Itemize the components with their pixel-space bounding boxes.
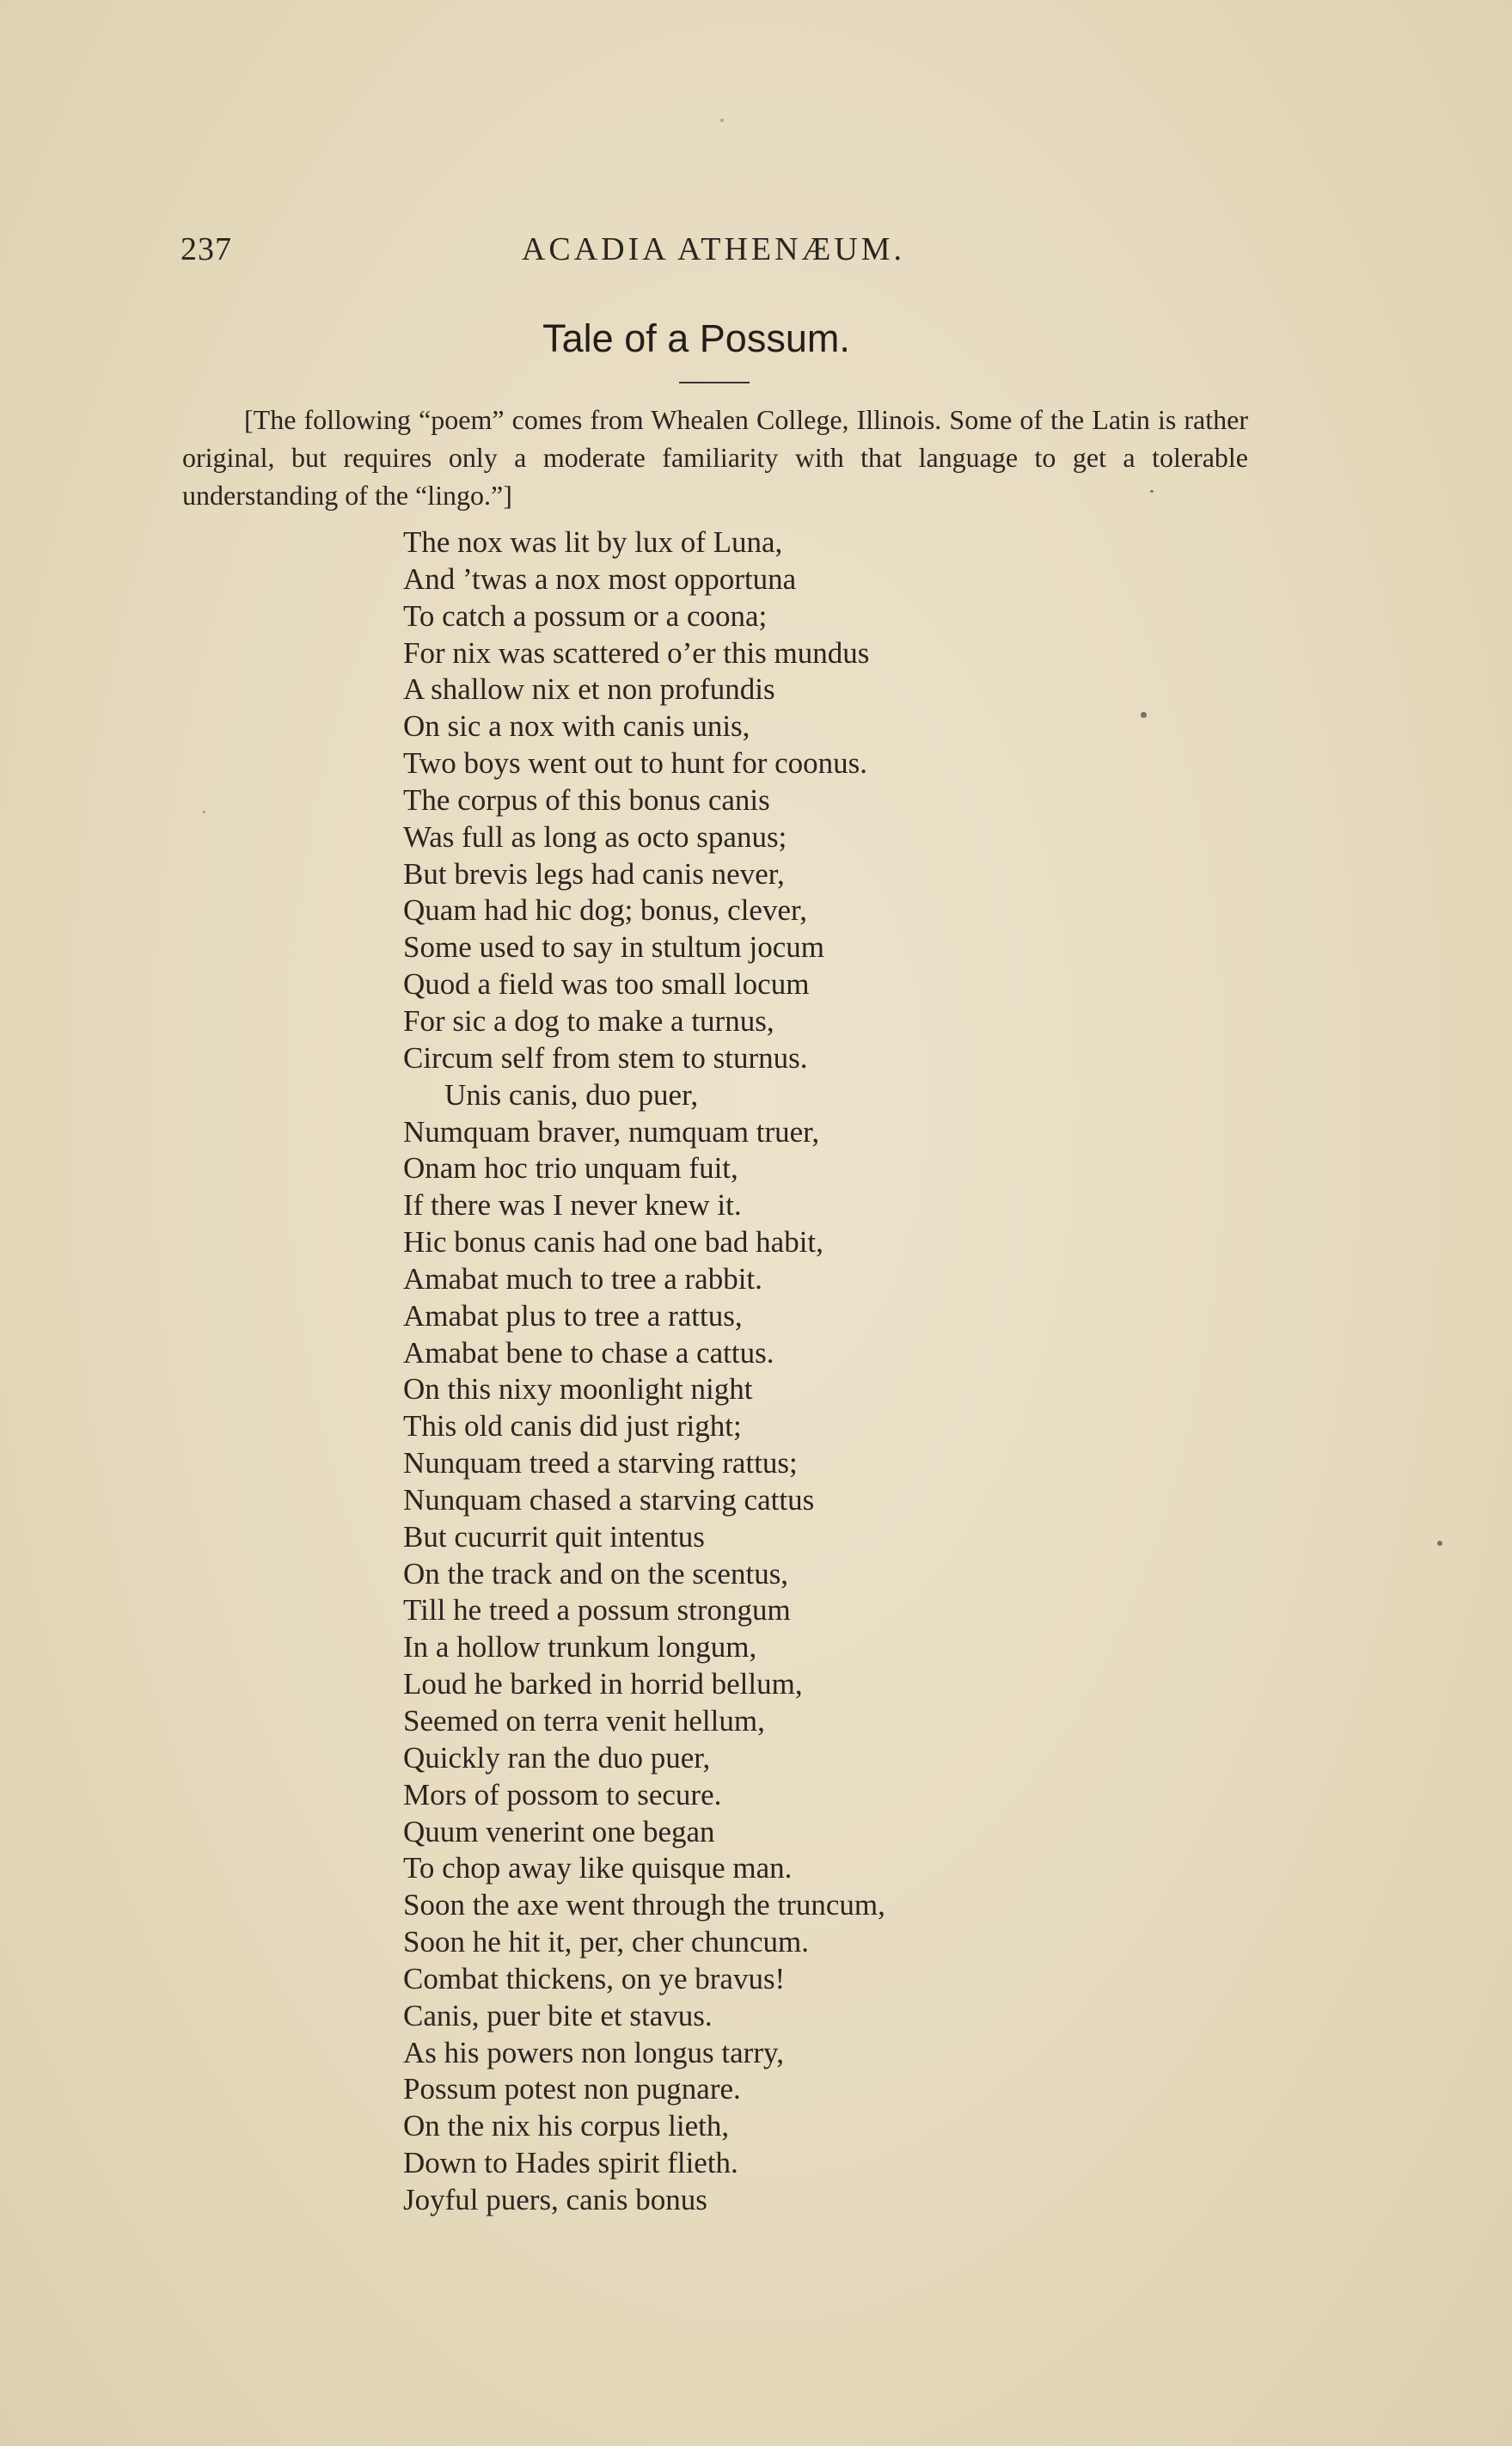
- page-number: 237: [181, 231, 232, 267]
- poem-line: The nox was lit by lux of Luna,: [403, 525, 783, 559]
- poem-line: On this nixy moonlight night: [403, 1372, 753, 1407]
- paper-speck: [1141, 712, 1147, 718]
- poem-line: To chop away like quisque man.: [403, 1851, 793, 1885]
- poem-line: Two boys went out to hunt for coonus.: [403, 746, 868, 781]
- poem-line: On the track and on the scentus,: [403, 1556, 789, 1591]
- poem-line: The corpus of this bonus canis: [403, 782, 770, 817]
- poem: [403, 524, 1177, 2219]
- poem-line: Combat thickens, on ye bravus!: [403, 1961, 786, 1995]
- poem-line: But brevis legs had canis never,: [403, 856, 785, 891]
- poem-line: Onam hoc trio unquam fuit,: [403, 1151, 738, 1186]
- poem-line: And ’twas a nox most opportuna: [403, 561, 797, 596]
- poem-line: But cucurrit quit intentus: [403, 1519, 705, 1554]
- poem-line: Nunquam chased a starving cattus: [403, 1482, 815, 1517]
- poem-line: Loud he barked in horrid bellum,: [403, 1667, 803, 1701]
- poem-line: Soon he hit it, per, cher chuncum.: [403, 1925, 809, 1959]
- poem-line: Nunquam treed a starving rattus;: [403, 1446, 798, 1480]
- poem-line: In a hollow trunkum longum,: [403, 1630, 757, 1664]
- poem-line: Amabat much to tree a rabbit.: [403, 1261, 762, 1296]
- poem-line: Was full as long as octo spanus;: [403, 819, 787, 854]
- poem-line: Hic bonus canis had one bad habit,: [403, 1225, 823, 1260]
- poem-line: Possum potest non pugnare.: [403, 2072, 741, 2106]
- poem-line: Till he treed a possum strongum: [403, 1593, 791, 1628]
- paper-speck: [1150, 490, 1154, 493]
- poem-line: As his powers non longus tarry,: [403, 2035, 784, 2069]
- poem-line: For nix was scattered o’er this mundus: [403, 635, 870, 670]
- poem-line: Unis canis, duo puer,: [444, 1077, 699, 1112]
- poem-line: Amabat bene to chase a cattus.: [403, 1335, 774, 1370]
- poem-line: This old canis did just right;: [403, 1409, 742, 1444]
- poem-line: Amabat plus to tree a rattus,: [403, 1298, 743, 1333]
- poem-line: Soon the axe went through the truncum,: [403, 1888, 885, 1922]
- poem-line: Mors of possom to secure.: [403, 1777, 722, 1812]
- poem-line: A shallow nix et non profundis: [403, 672, 775, 707]
- poem-line: On sic a nox with canis unis,: [403, 709, 750, 744]
- poem-line: Down to Hades spirit flieth.: [403, 2146, 738, 2180]
- editorial-note: [The following “poem” comes from Whealen College, Illinois. Some of the Latin is rather original, but requires only a moderate familiarity with that language to get a tolerable understanding of the “lingo.”]: [182, 404, 1248, 511]
- poem-line: Canis, puer bite et stavus.: [403, 1998, 713, 2032]
- poem-line: Quickly ran the duo puer,: [403, 1740, 711, 1775]
- poem-line: Some used to say in stultum jocum: [403, 930, 824, 965]
- paper-speck: [1437, 1541, 1442, 1546]
- poem-line: On the nix his corpus lieth,: [403, 2109, 730, 2143]
- poem-line: Quod a field was too small locum: [403, 967, 810, 1002]
- paper-speck: [203, 811, 205, 813]
- poem-line: Circum self from stem to sturnus.: [403, 1040, 808, 1075]
- paper-speck: [720, 119, 724, 122]
- article-title: Tale of a Possum.: [542, 316, 850, 360]
- poem-line: Seemed on terra venit hellum,: [403, 1704, 765, 1738]
- poem-line: Numquam braver, numquam truer,: [403, 1114, 820, 1149]
- poem-line: Quum venerint one began: [403, 1814, 715, 1848]
- poem-line: If there was I never knew it.: [403, 1188, 742, 1223]
- title-rule: [679, 382, 750, 383]
- poem-line: To catch a possum or a coona;: [403, 598, 768, 633]
- poem-line: Joyful puers, canis bonus: [403, 2182, 707, 2216]
- running-head: ACADIA ATHENÆUM.: [521, 231, 906, 267]
- poem-line: Quam had hic dog; bonus, clever,: [403, 893, 808, 928]
- poem-line: For sic a dog to make a turnus,: [403, 1003, 774, 1038]
